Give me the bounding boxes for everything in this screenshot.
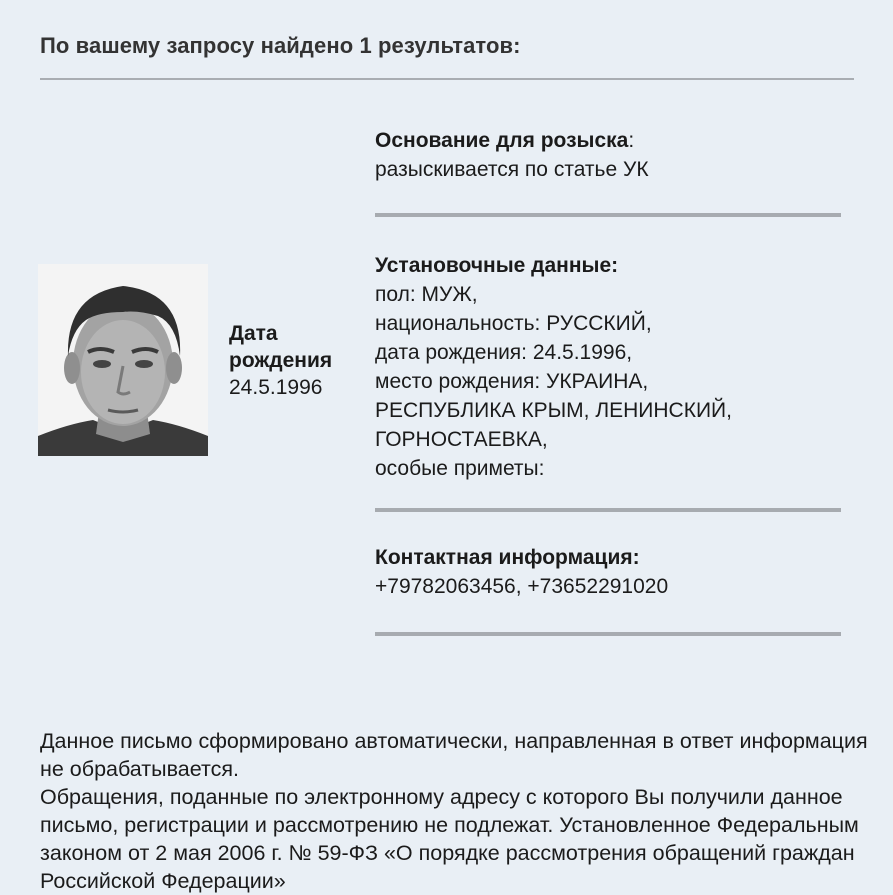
contact-label: Контактная информация: bbox=[375, 546, 640, 569]
section-divider bbox=[375, 508, 841, 512]
birth-date-value: 24.5.1996 bbox=[229, 376, 323, 399]
identification-label: Установочные данные: bbox=[375, 254, 619, 277]
section-divider bbox=[375, 632, 841, 636]
detail-line: национальность: РУССКИЙ, bbox=[375, 312, 652, 335]
header-divider bbox=[40, 78, 854, 80]
detail-line: ГОРНОСТАЕВКА, bbox=[375, 428, 548, 451]
person-photo-image bbox=[38, 264, 208, 456]
detail-line: дата рождения: 24.5.1996, bbox=[375, 341, 633, 364]
search-reason-value: разыскивается по статье УК bbox=[375, 158, 649, 181]
detail-line: РЕСПУБЛИКА КРЫМ, ЛЕНИНСКИЙ, bbox=[375, 399, 732, 422]
contact-section bbox=[375, 543, 845, 601]
footer-paragraph: Данное письмо сформировано автоматически, направленная в ответ информация не обрабатывается. bbox=[40, 729, 868, 781]
search-reason-section bbox=[375, 126, 845, 184]
person-photo bbox=[38, 264, 208, 456]
search-reason-label: Основание для розыска bbox=[375, 129, 629, 152]
section-divider bbox=[375, 213, 841, 217]
search-reason-colon: : bbox=[628, 129, 635, 152]
page-title: По вашему запросу найдено 1 результатов: bbox=[40, 33, 521, 58]
birth-date-label: Дата рождения bbox=[229, 322, 333, 372]
identification-section bbox=[375, 251, 845, 483]
detail-line: пол: МУЖ, bbox=[375, 283, 478, 306]
birth-date-block bbox=[229, 320, 349, 401]
detail-line: место рождения: УКРАИНА, bbox=[375, 370, 649, 393]
footer-paragraph: Обращения, поданные по электронному адресу с которого Вы получили данное письмо, регистрации и рассмотрению не подлежат. Установленное Федеральным законом от 2 мая 2006 г. № 59-ФЗ «О порядке рассмотрения обращений граждан Российской Федерации» bbox=[40, 785, 859, 893]
footer-notice bbox=[40, 727, 870, 895]
contact-phones: +79782063456, +73652291020 bbox=[375, 575, 669, 598]
detail-line: особые приметы: bbox=[375, 457, 545, 480]
